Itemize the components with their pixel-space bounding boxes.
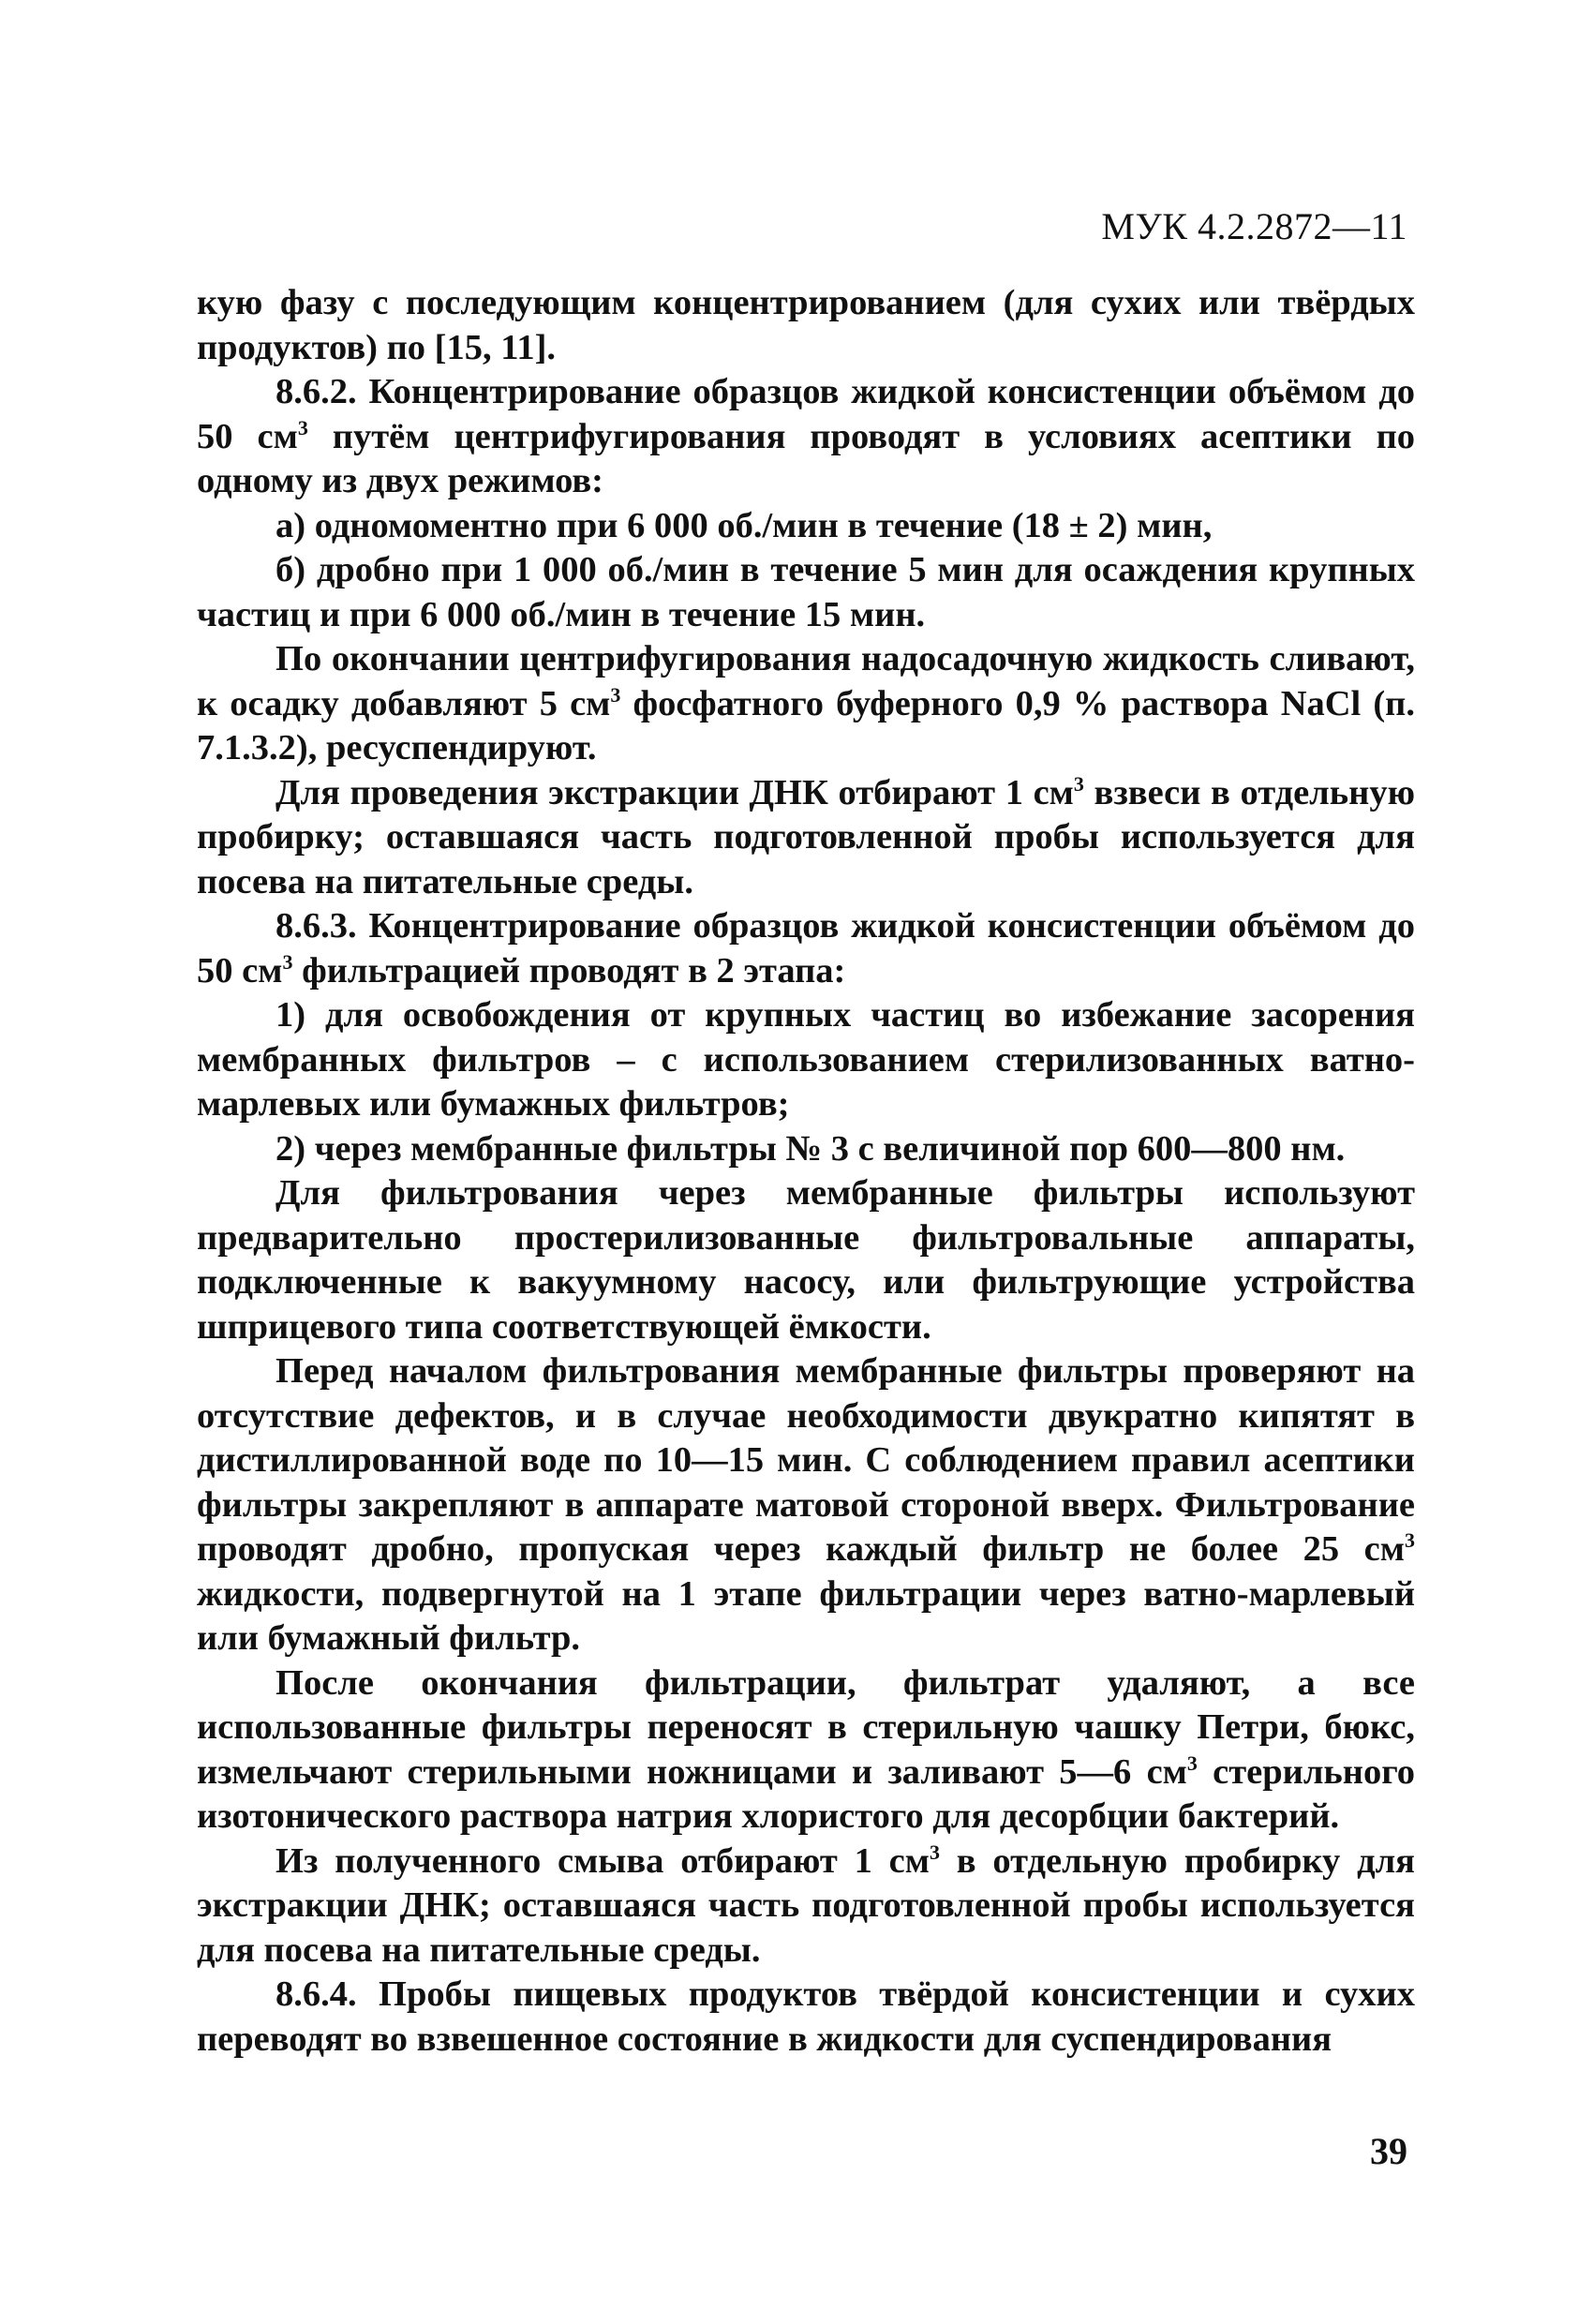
paragraph-membrane-filtration: Для фильтрования через мембранные фильтры используют предварительно простерилизованные фильтровальные аппараты, подключенные к вакуумному насосу, или фильтрующие устройства шприцевого типа соответствующей ёмкости. bbox=[197, 1173, 1415, 1347]
document-body bbox=[197, 281, 1415, 2062]
paragraph-before-filtration: Перед началом фильтрования мембранные фильтры проверяют на отсутствие дефектов, и в случае необходимости двукратно кипятят в дистиллированной воде по 10—15 мин. С соблюдением правил асептики фильтры закрепляют в аппарате матовой стороной вверх. Фильтрование проводят дробно, пропуская через каждый фильтр не более 25 $см^3$ жидкости, подвергнутой на 1 этапе фильтрации через ватно-марлевый или бумажный фильтр. bbox=[197, 1351, 1415, 1658]
paragraph-wash-sample: Из полученного смыва отбирают 1 $см^3$ в отдельную пробирку для экстракции ДНК; оставшаяся часть подготовленной пробы используется для посева на питательные среды. bbox=[197, 1840, 1415, 1970]
superscript: 3 bbox=[1073, 771, 1084, 796]
paragraph-mode-a: а) одномоментно при 6 000 об./мин в течение (18 ± 2) мин, bbox=[275, 505, 1213, 545]
superscript: 3 bbox=[1405, 1528, 1415, 1553]
superscript: 3 bbox=[929, 1840, 940, 1864]
paragraph-stage-2: 2) через мембранные фильтры № 3 с величиной пор 600—800 нм. bbox=[275, 1128, 1346, 1169]
paragraph-8-6-3: 8.6.3. Концентрирование образцов жидкой консистенции объёмом до 50 $см^3$ фильтрацией проводят в 2 этапа: bbox=[197, 906, 1415, 991]
paragraph-8-6-2: 8.6.2. Концентрирование образцов жидкой консистенции объёмом до 50 $см^3$ путём центрифугирования проводят в условиях асептики по одному из двух режимов: bbox=[197, 372, 1415, 500]
paragraph-continuation: кую фазу с последующим концентрированием (для сухих или твёрдых продуктов) по [15, 11]. bbox=[197, 283, 1415, 367]
page-number: 39 bbox=[1370, 2130, 1407, 2172]
paragraph-dna-extraction: Для проведения экстракции ДНК отбирают 1 $см^3$ взвеси в отдельную пробирку; оставшаяся часть подготовленной пробы используется для посева на питательные среды. bbox=[197, 771, 1415, 901]
paragraph-8-6-4: 8.6.4. Пробы пищевых продуктов твёрдой консистенции и сухих переводят во взвешенное состояние в жидкости для суспендирования bbox=[197, 1974, 1415, 2059]
superscript: 3 bbox=[610, 682, 621, 707]
superscript: 3 bbox=[297, 415, 308, 439]
document-code: МУК 4.2.2872—11 bbox=[1101, 205, 1407, 247]
paragraph-stage-1: 1) для освобождения от крупных частиц во избежание засорения мембранных фильтров – с использованием стерилизованных ватно-марлевых или бумажных фильтров; bbox=[197, 995, 1415, 1124]
superscript: 3 bbox=[282, 949, 293, 974]
paragraph-after-filtration: После окончания фильтрации, фильтрат удаляют, а все использованные фильтры переносят в стерильную чашку Петри, бюкс, измельчают стерильными ножницами и заливают 5—6 $см^3$ стерильного изотонического раствора натрия хлористого для десорбции бактерий. bbox=[197, 1662, 1415, 1836]
superscript: 3 bbox=[1186, 1750, 1198, 1775]
paragraph-mode-b: б) дробно при 1 000 об./мин в течение 5 мин для осаждения крупных частиц и при 6 000 об./мин в течение 15 мин. bbox=[197, 550, 1415, 634]
paragraph-after-centrifugation: По окончании центрифугирования надосадочную жидкость сливают, к осадку добавляют 5 $см^3$ фосфатного буферного 0,9 % раствора NaCl (п. 7.1.3.2), ресуспендируют. bbox=[197, 639, 1415, 767]
